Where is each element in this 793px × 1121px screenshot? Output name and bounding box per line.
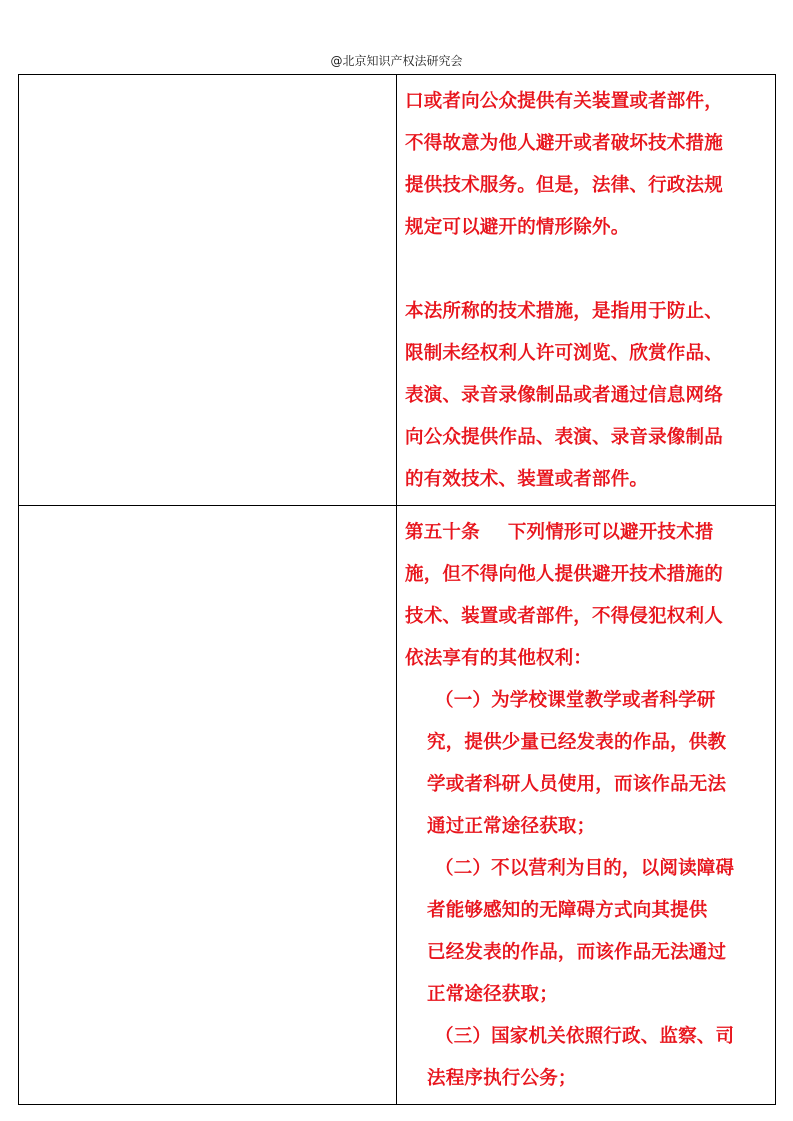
list-item-line: 者能够感知的无障碍方式向其提供 [427,900,708,921]
text-line: 表演、录音录像制品或者通过信息网络 [405,385,723,406]
amended-text-cell [397,506,776,1105]
table-row [19,506,776,1105]
text-line: 依法享有的其他权利： [405,648,593,669]
article-first-line [405,512,769,554]
text-line: 提供技术服务。但是，法律、行政法规 [405,175,723,196]
comparison-table [18,74,776,1105]
text-line: 不得故意为他人避开或者破坏技术措施 [405,133,723,154]
page-header: @北京知识产权法研究会 [330,54,463,68]
text-line: 的有效技术、装置或者部件。 [405,469,649,490]
text-line: 限制未经权利人许可浏览、欣赏作品、 [405,343,723,364]
text-line: 向公众提供作品、表演、录音录像制品 [405,427,723,448]
list-item-line: 正常途径获取； [427,984,558,1005]
list-item-line: 通过正常途径获取； [427,816,596,837]
list-item-line: 法程序执行公务； [427,1068,577,1089]
amended-text-cell [397,75,776,506]
text-line: 口或者向公众提供有关装置或者部件， [405,91,723,112]
list-item-line: 究，提供少量已经发表的作品，供教 [427,732,727,753]
table-row [19,75,776,506]
list-item-line: 已经发表的作品，而该作品无法通过 [427,942,727,963]
text-line: 规定可以避开的情形除外。 [405,217,630,238]
paragraph-spacer [405,249,769,291]
original-text-cell [19,75,397,506]
original-text-cell [19,506,397,1105]
text-line: 技术、装置或者部件，不得侵犯权利人 [405,606,723,627]
list-item-line: （三）国家机关依照行政、监察、司 [435,1026,735,1047]
text-line: 下列情形可以避开技术措 [507,522,714,543]
text-line: 本法所称的技术措施，是指用于防止、 [405,301,723,322]
list-item-line: （一）为学校课堂教学或者科学研 [435,690,716,711]
list-item-line: （二）不以营利为目的，以阅读障碍 [435,858,735,879]
text-line: 施，但不得向他人提供避开技术措施的 [405,564,723,585]
article-title: 第五十条 [405,522,480,543]
list-item-line: 学或者科研人员使用，而该作品无法 [427,774,727,795]
